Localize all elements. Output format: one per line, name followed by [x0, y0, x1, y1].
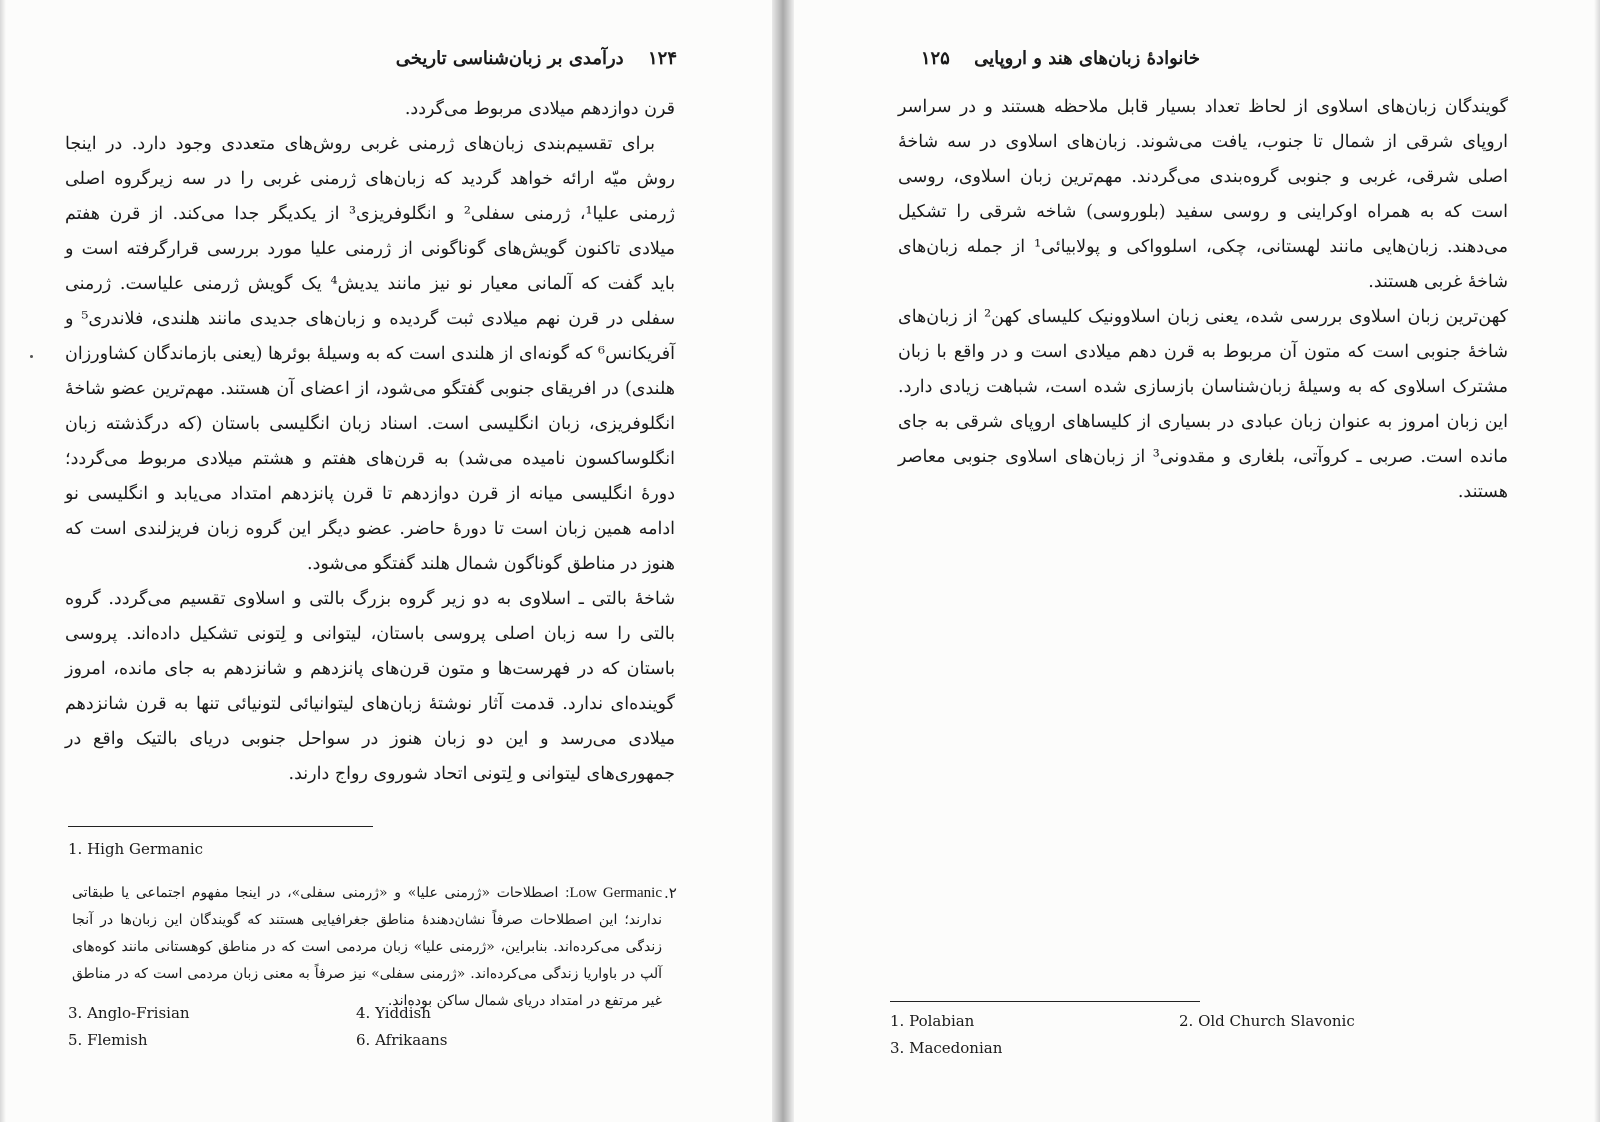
footnote-2-number: .۲	[664, 884, 677, 902]
right-page	[794, 0, 1600, 1122]
running-title: درآمدی بر زبان‌شناسی تاریخی	[395, 48, 624, 69]
book-gutter	[772, 0, 794, 1122]
footnote-2	[72, 880, 662, 1015]
page-number: ۱۲۴	[647, 48, 677, 69]
footnote-6: 6. Afrikaans	[356, 1031, 448, 1049]
footnote-2-text: اصطلاحات «ژرمنی علیا» و «ژرمنی سفلی»، در اینجا مفهوم اجتماعی یا طبقاتی ندارند؛ این اصطلاحات صرفاً نشان‌دهندهٔ مناطق جغرافیایی هستند که گویندگان این زبان‌ها در آنجا زندگی می‌کرده‌اند. بنابراین، «ژرمنی علیا» زبان مردمی است که در مناطق کوهستانی مانند کوه‌های آلپ در باواریا زندگی می‌کرده‌اند. «ژرمنی سفلی» نیز صرفاً به معنی زبان مردمی است که در مناطق غیر مرتفع در امتداد دریای شمال ساکن بوده‌اند.	[72, 885, 662, 1009]
paragraph: شاخهٔ بالتی ـ اسلاوی به دو زیر گروه بزرگ بالتی و اسلاوی تقسیم می‌گردد. گروه بالتی را سه زبان اصلی پروسی باستان، لیتوانی و لِتونی تشکیل داده‌اند. پروسی باستان که در فهرست‌ها و متون قرن‌های پانزدهم و شانزدهم به جای مانده، امروز گوینده‌ای ندارد. قدمت آثار نوشتهٔ زبان‌های لیتوانیائی لتونیائی تنها به قرن شانزدهم میلادی می‌رسد و این دو زبان هنوز در سواحل جنوبی دریای بالتیک واقع در جمهوری‌های لیتوانی و لِتونی اتحاد شوروی رواج دارند.	[65, 589, 675, 784]
paragraph: قرن دوازدهم میلادی مربوط می‌گردد.	[404, 99, 675, 119]
paragraph: کهن‌ترین زبان اسلاوی بررسی شده، یعنی زبان اسلاوونیک کلیسای کهن² از زبان‌های شاخهٔ جنوبی است که متون آن مربوط به قرن دهم میلادی است و در واقع با زبان مشترک اسلاوی که به وسیلهٔ زبان‌شناسان بازسازی شده است، شباهت زیادی دارد. این زبان امروز به عنوان زبان عبادی در بسیاری از کلیساهای اروپای شرقی به جای مانده است. صربی ـ کروآتی، بلغاری و مقدونی³ از زبان‌های اسلاوی جنوبی معاصر هستند.	[898, 307, 1508, 502]
footnote-4: 4. Yiddish	[356, 1004, 431, 1022]
footnote-1: 1. Polabian	[890, 1012, 975, 1030]
footnote-2: 2. Old Church Slavonic	[1179, 1012, 1355, 1030]
page-edge-shadow	[1594, 0, 1600, 1122]
footnote-3: 3. Macedonian	[890, 1039, 1003, 1057]
footnote-3: 3. Anglo-Frisian	[68, 1004, 190, 1022]
page-edge-shadow	[0, 0, 6, 1122]
footnote-divider	[68, 826, 373, 827]
right-running-head	[921, 48, 1200, 69]
footnote-2-term: Low Germanic:	[565, 885, 663, 901]
page-number: ۱۲۵	[920, 48, 950, 69]
paragraph: برای تقسیم‌بندی زبان‌های ژرمنی غربی روش‌های متعددی وجود دارد. در اینجا روش میّه ارائه خواهد گردید که زبان‌های ژرمنی غربی را در سه زیرگروه اصلی ژرمنی علیا¹، ژرمنی سفلی² و انگلوفریزی³ از یکدیگر جدا می‌کند. از قرن هفتم میلادی تاکنون گویش‌های گوناگونی از ژرمنی علیا مورد بررسی قرارگرفته است و باید گفت که آلمانی معیار نو نیز مانند یدیش⁴ یک گویش ژرمنی علیاست. ژرمنی سفلی در قرن نهم میلادی ثبت گردیده و زبان‌های جدیدی مانند هلندی، فلاندری⁵ و آفریکانس⁶ که گونه‌ای از هلندی است که به وسیلهٔ بوئرها (یعنی بازماندگان کشاورزان هلندی) در افریقای جنوبی گفتگو می‌شود، از اعضای آن هستند. مهم‌ترین عضو شاخهٔ انگلوفریزی، زبان انگلیسی است. اسناد زبان انگلیسی باستان (که درگذشته زبان انگلوساکسون نامیده می‌شد) به قرن‌های هفتم و هشتم میلادی مربوط می‌گردد؛ دورهٔ انگلیسی میانه از قرن دوازدهم تا قرن پانزدهم امتداد می‌یابد و انگلیسی نو ادامه همین زبان است تا دورهٔ حاضر. عضو دیگر این گروه زبان فریزلندی است که هنوز در مناطق گوناگون شمال هلند گفتگو می‌شود.	[65, 134, 675, 574]
scan-speck	[30, 355, 33, 358]
footnote-1: 1. High Germanic	[68, 840, 204, 858]
paragraph: گویندگان زبان‌های اسلاوی از لحاظ تعداد بسیار قابل ملاحظه هستند و در سراسر اروپای شرقی از شمال تا جنوب، یافت می‌شوند. زبان‌های اسلاوی در سه شاخهٔ اصلی شرقی، غربی و جنوبی گروه‌بندی می‌گردند. مهم‌ترین زبان اسلاوی، روسی است که به همراه اوکراینی و روسی سفید (بلوروسی) شاخه شرقی را تشکیل می‌دهند. زبان‌هایی مانند لهستانی، چکی، اسلوواکی و پولابیائی¹ از جمله زبان‌های شاخهٔ غربی هستند.	[898, 97, 1508, 292]
footnote-5: 5. Flemish	[68, 1031, 148, 1049]
running-title: خانوادهٔ زبان‌های هند و اروپایی	[974, 48, 1200, 69]
footnote-divider	[890, 1001, 1200, 1002]
left-running-head	[396, 48, 677, 69]
left-page	[0, 0, 772, 1122]
right-body-text	[898, 90, 1508, 510]
left-body-text	[65, 92, 675, 792]
